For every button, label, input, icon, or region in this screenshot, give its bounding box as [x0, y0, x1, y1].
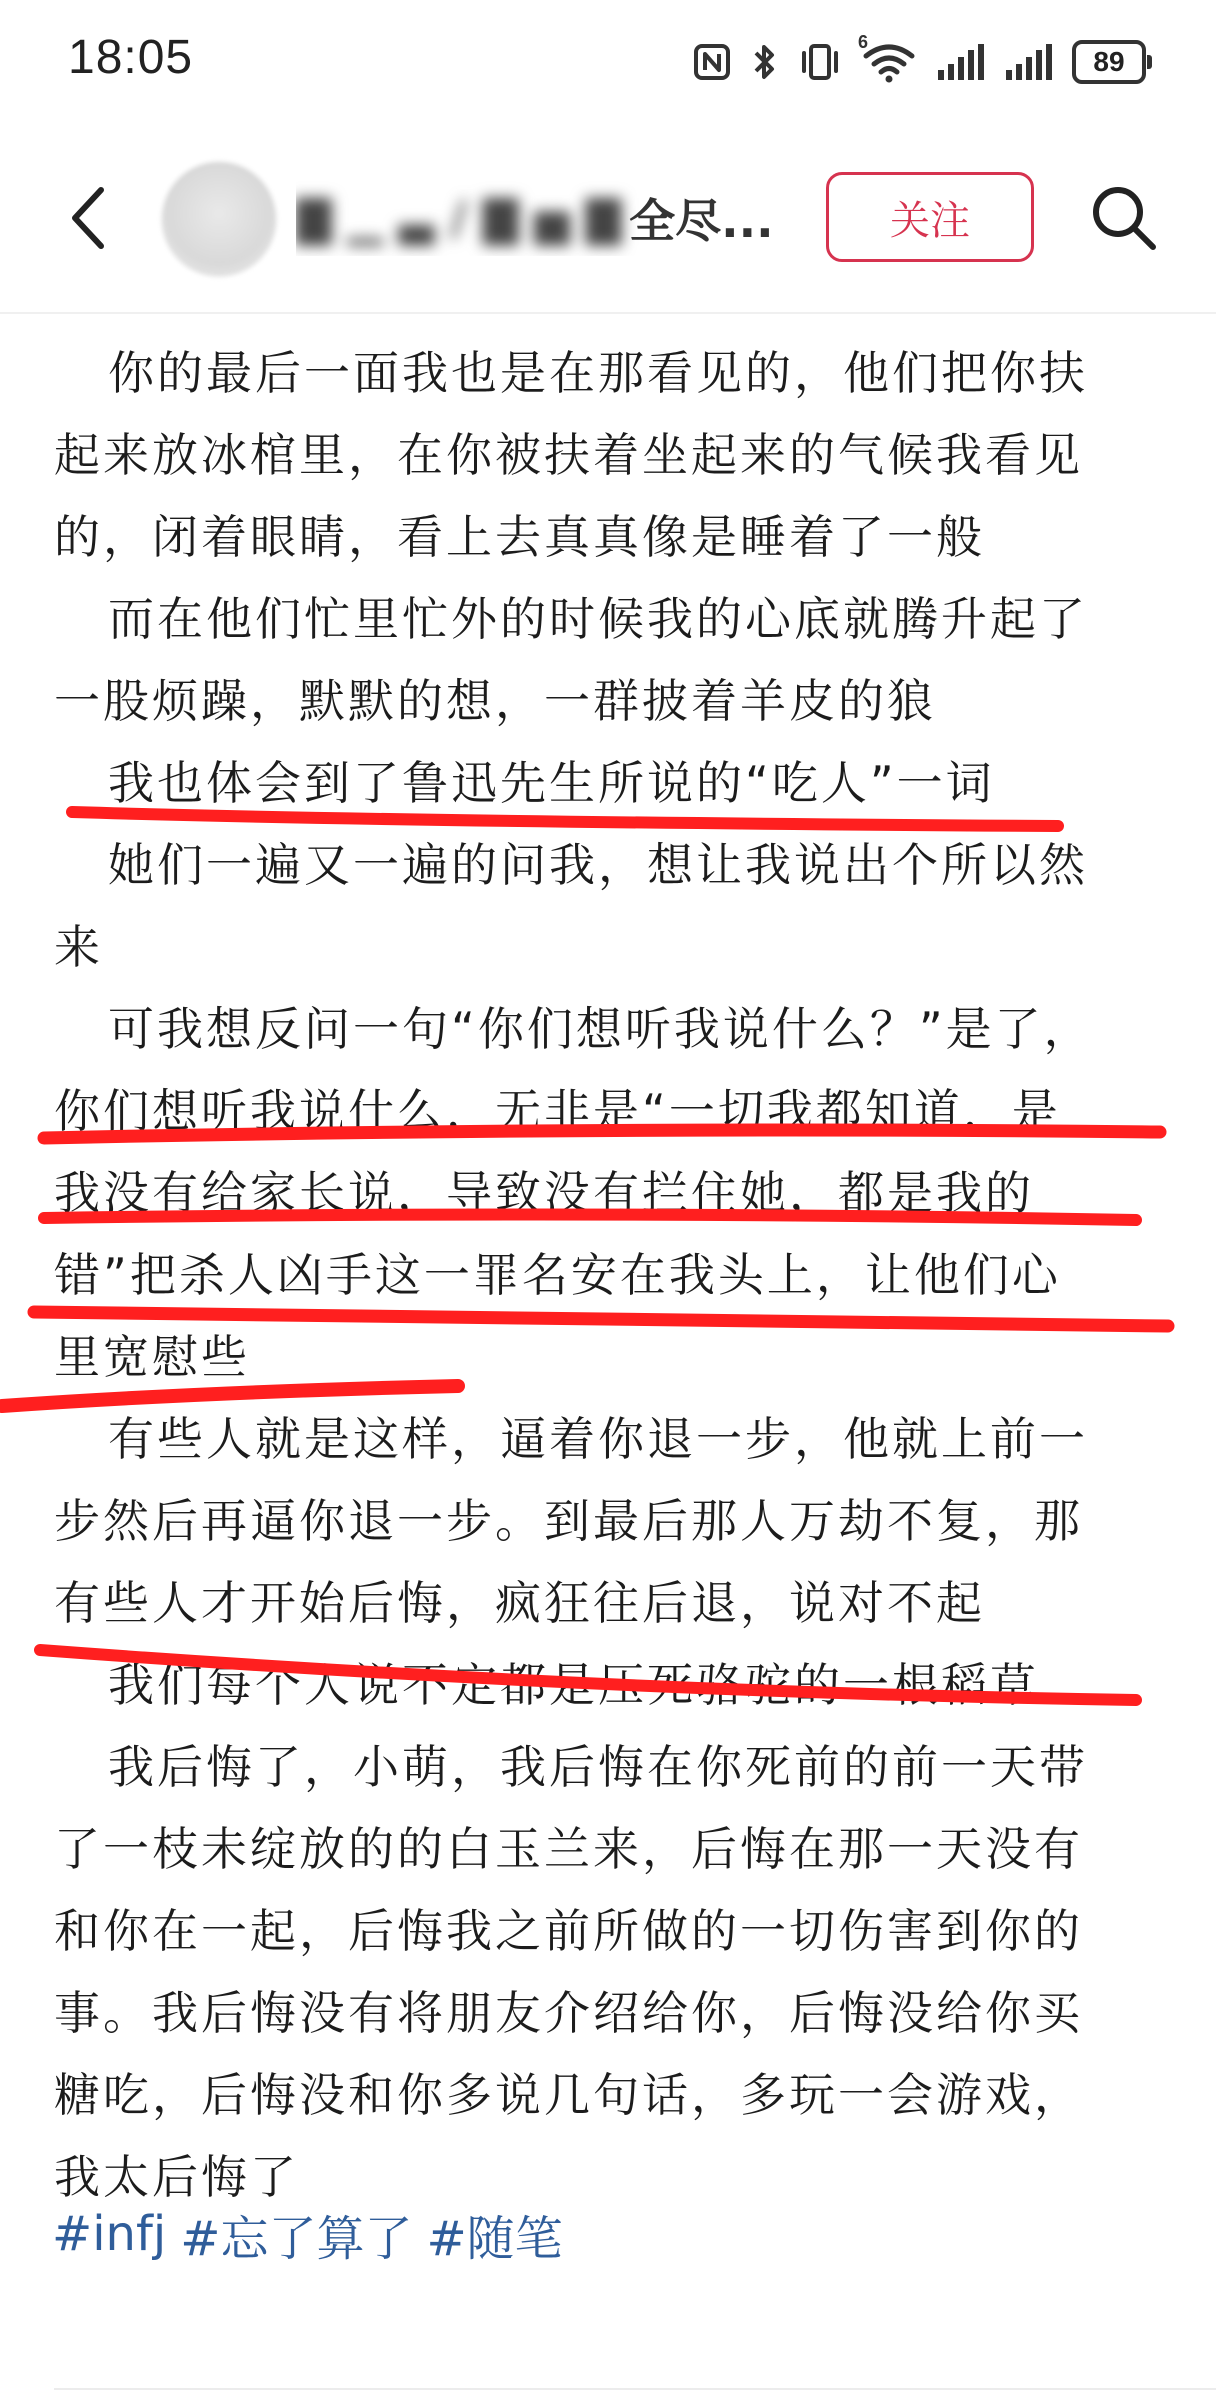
author-name-visible: 全尽... [629, 194, 774, 248]
wifi-generation-label: 6 [858, 32, 869, 52]
nfc-icon [692, 42, 732, 82]
cell-signal-icon-2 [1004, 42, 1052, 82]
status-icons [692, 34, 1146, 90]
text-line: 我没有给家长说，导致没有拦住她，都是我的 [54, 1166, 1034, 1220]
text-line: 你的最后一面我也是在那看见的，他们把你扶 [108, 346, 1088, 400]
text-line: 我后悔了，小萌，我后悔在你死前的前一天带 [108, 1740, 1088, 1794]
back-button[interactable] [52, 178, 122, 258]
cell-signal-icon [936, 42, 984, 82]
footer-divider [54, 2388, 1216, 2390]
wifi-icon [858, 32, 916, 84]
vibrate-icon [798, 41, 842, 83]
author-name[interactable] [296, 180, 786, 256]
chevron-left-icon [67, 186, 107, 250]
text-line: 我太后悔了 [54, 2150, 299, 2204]
text-line: 可我想反问一句“你们想听我说什么？”是了， [108, 1002, 1093, 1056]
text-line: 她们一遍又一遍的问我，想让我说出个所以然 [108, 838, 1088, 892]
text-line: 里宽慰些 [54, 1330, 250, 1384]
header-divider [0, 312, 1216, 314]
text-line: 我们每个人说不定都是压死骆驼的一根稻草 [108, 1658, 1039, 1712]
text-line: 有些人就是这样，逼着你退一步，他就上前一 [108, 1412, 1088, 1466]
text-line: 而在他们忙里忙外的时候我的心底就腾升起了 [108, 592, 1088, 646]
text-line: 事。我后悔没有将朋友介绍给你，后悔没给你买 [54, 1986, 1083, 2040]
search-icon [1089, 183, 1159, 253]
post-header [0, 140, 1216, 298]
text-line: 糖吃，后悔没和你多说几句话，多玩一会游戏， [54, 2068, 1083, 2122]
text-line: 来 [54, 920, 103, 974]
text-line: 你们想听我说什么，无非是“一切我都知道，是 [54, 1084, 1061, 1138]
author-avatar[interactable] [160, 160, 278, 278]
hashtag-forget-it[interactable]: #忘了算了 [180, 2210, 413, 2267]
text-line: 了一枝未绽放的的白玉兰来，后悔在那一天没有 [54, 1822, 1083, 1876]
hashtag-list [52, 2190, 563, 2278]
author-name-redacted: ▇ ▁ ▃ / ▇ ▅ ▇ [296, 191, 622, 245]
text-line: 一股烦躁，默默的想，一群披着羊皮的狼 [54, 674, 936, 728]
status-bar [0, 0, 1216, 120]
text-line: 的，闭着眼睛，看上去真真像是睡着了一般 [54, 510, 985, 564]
follow-button[interactable]: 关注 [826, 172, 1034, 262]
bluetooth-icon [752, 41, 778, 83]
search-button[interactable] [1084, 178, 1164, 258]
text-line: 步然后再逼你退一步。到最后那人万劫不复，那 [54, 1494, 1083, 1548]
status-time: 18:05 [68, 31, 194, 84]
text-line: 有些人才开始后悔，疯狂往后退，说对不起 [54, 1576, 985, 1630]
text-line: 我也体会到了鲁迅先生所说的“吃人”一词 [108, 756, 995, 810]
hashtag-essay[interactable]: #随笔 [426, 2210, 563, 2267]
hashtag-infj[interactable]: #infj [52, 2206, 167, 2262]
battery-icon: 89 [1072, 40, 1146, 84]
text-line: 错”把杀人凶手这一罪名安在我头上，让他们心 [54, 1248, 1061, 1302]
text-line: 和你在一起，后悔我之前所做的一切伤害到你的 [54, 1904, 1083, 1958]
text-line: 起来放冰棺里，在你被扶着坐起来的气候我看见 [54, 428, 1083, 482]
